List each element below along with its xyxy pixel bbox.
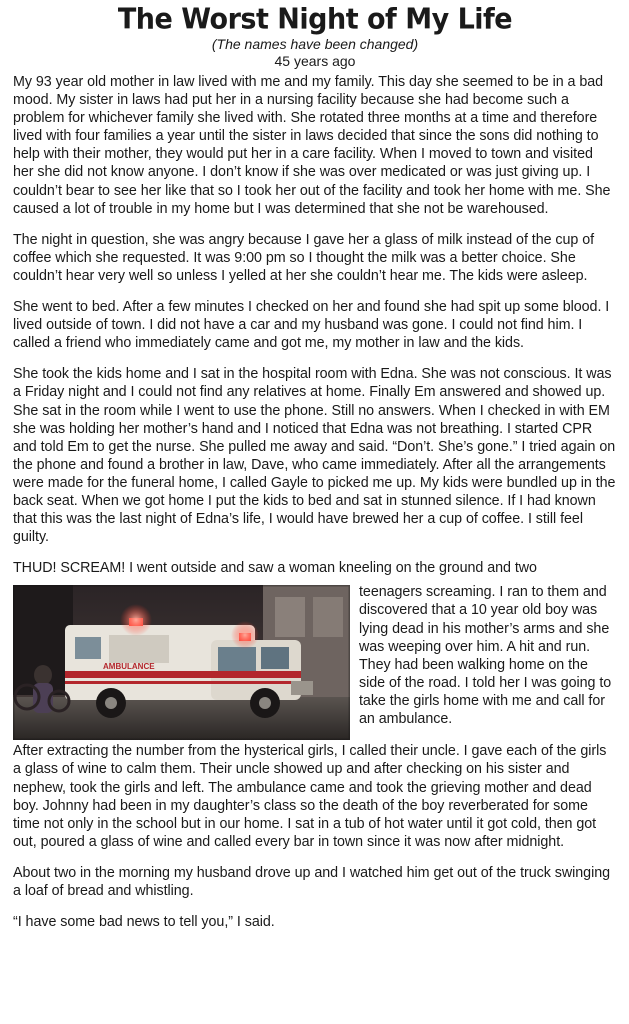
ambulance-photo (13, 585, 350, 740)
paragraph-thud-wrap: teenagers screaming. I ran to them and discovered that a 10 year old boy was lying dead in his mother’s arms and she was weeping over him. A hit and run. They had been walking home on the side of the road. I told her I was going to take the girls home with me and call for an ambulance. (359, 584, 612, 727)
paragraph-thud (13, 559, 617, 577)
article-time-ago: 45 years ago (274, 53, 356, 69)
paragraph-bad-news: “I have some bad news to tell you,” I said. (13, 914, 275, 931)
paragraph-two-in-morning: About two in the morning my husband drove up and I watched him get out of the truck swinging a loaf of bread and whistling. (13, 864, 611, 899)
article-page (13, 4, 617, 944)
article-title: The Worst Night of My Life (117, 3, 513, 36)
ambulance-scene-illustration (13, 585, 350, 740)
paragraph-night-in-question: The night in question, she was angry because I gave her a glass of milk instead of the cup of coffee which she requested. It was 9:00 pm so I thought the milk was a better choice. She couldn’t hear very well so unless I yelled at her she couldn’t hear me. The kids were asleep. (13, 231, 595, 284)
paragraph-hospital: She took the kids home and I sat in the hospital room with Edna. She was not conscious. It was a Friday night and I could not find any relatives at home. Finally Em answered and showed up. She sat in the room while I went to use the phone. Still no answers. When I checked in with EM she was holding her mother’s hand and I noticed that Edna was not breathing. I started CPR and told Em to get the nurse. She pulled me away and said. “Don’t. She’s gone.” I tried again on the phone and found a brother in law, Dave, who came immediately. After all the arrangements were made for the funeral home, I called Gayle to picked me up. My kids were bundled up in the back seat. When we got home I put the kids to bed and sat in stunned silence. If I had known that this was the last night of Edna’s life, I would have brewed her a cup of coffee. I still feel guilty. (13, 366, 616, 546)
paragraph-mother-in-law: My 93 year old mother in law lived with me and my family. This day she seemed to be in a bad mood. My sister in laws had put her in a nursing facility because she had become such a problem for whichever family she lived with. She rotated three months at a time and therefore lived with four families a year until the sister in laws decided that since the sons did nothing to help with their mother, they would put her in a care facility. When I moved to town and visited her she did not know anyone. I don’t know if she was over medicated or was just giving up. I couldn’t bear to see her like that so I took her out of the facility and took her home with me. She caused a lot of trouble in my home but I was determined that she not be warehoused. (13, 74, 611, 217)
paragraph-went-to-bed: She went to bed. After a few minutes I checked on her and found she had spit up some blood. I lived outside of town. I did not have a car and my husband was gone. I could not find him. I called a friend who immediately came and got me, my mother in law and the kids. (13, 299, 610, 352)
paragraph-after-extracting: After extracting the number from the hysterical girls, I called their uncle. I gave each of the girls a glass of wine to calm them. Their uncle showed up and after checking on his sister and nephew, took the girls and left. The ambulance came and took the grieving mother and dead boy. Johnny had been in my daughter’s class so the death of the boy reverberated for some time not only in the school but in our home. I sat in a tub of hot water until it got cold, then got out, poured a glass of wine and called every bar in town since it was now after midnight. (13, 743, 607, 850)
ambulance-lettering: AMBULANCE (103, 662, 155, 672)
article-subtitle: (The names have been changed) (211, 36, 419, 52)
thud-section (13, 583, 617, 742)
thud-intro-text: THUD! SCREAM! I went outside and saw a woman kneeling on the ground and two (13, 560, 537, 577)
